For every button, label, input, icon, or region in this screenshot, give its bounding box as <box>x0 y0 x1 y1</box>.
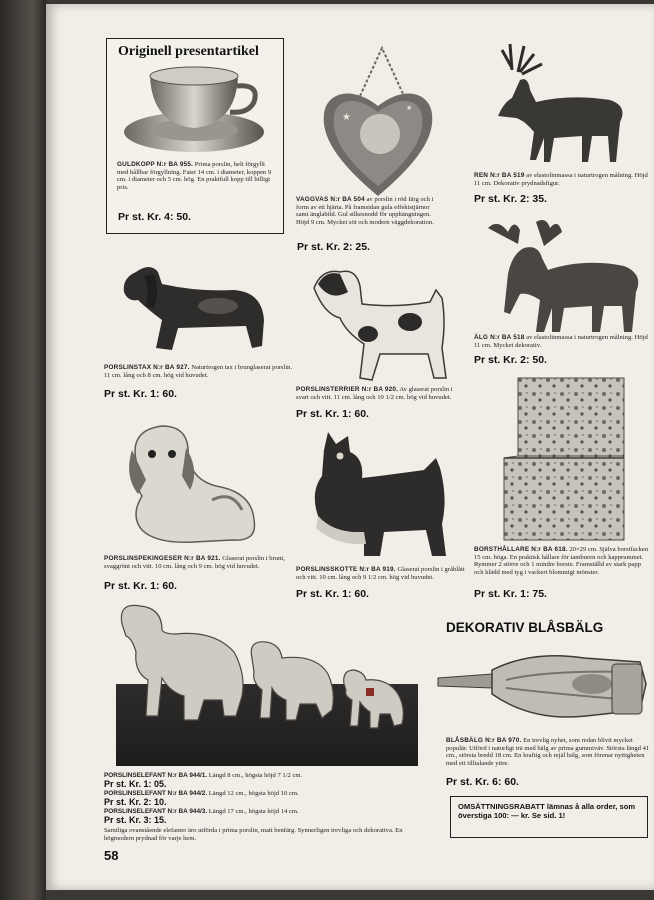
skotte-desc-text: Glaserat porslin i gråblått och vitt. 10 cm. lång och 9 1/2 cm. hög vid huvudet. <box>296 566 465 581</box>
elefant-3-price: Pr st. Kr. 3: 15. <box>104 815 167 825</box>
pekingese-image <box>124 420 264 546</box>
elefant-3-desc: Längd 17 cm., högsta höjd 14 cm. <box>208 808 299 815</box>
ren-price: Pr st. Kr. 2: 35. <box>474 193 547 205</box>
alg-price: Pr st. Kr. 2: 50. <box>474 354 547 366</box>
ren-desc-text: av elastolinmassa i naturtrogen målning. Höjd 11 cm. Dekorativ prydnadsfigur. <box>474 172 648 187</box>
blasbalg-desc-text: En trevlig nyhet, som redan blivit mycket populär. Utförd i naturligt trä med bälg av prima gummiväv. Största längd 41 cm., största bredd 18 cm. En kraftig och rejäl bälg, som förenar nyttigheten med ett tilltalande yttre. <box>446 737 650 767</box>
terrier-description <box>296 386 466 401</box>
pekingese-price: Pr st. Kr. 1: 60. <box>104 580 177 592</box>
reindeer-image <box>490 40 630 168</box>
elefant-1-code: PORSLINSELEFANT N:r BA 944/1. <box>104 772 208 779</box>
elefant-3-code: PORSLINSELEFANT N:r BA 944/3. <box>104 808 208 815</box>
blasbalg-price: Pr st. Kr. 6: 60. <box>446 776 519 788</box>
rabatt-text: OMSÄTTNINGSRABATT lämnas å alla order, som överstiga 100: — kr. Se sid. 1! <box>458 802 636 821</box>
pekingese-code: PORSLINSPEKINGESER N:r BA 921. <box>104 555 221 562</box>
alg-description <box>474 334 652 349</box>
pekingese-desc-text: Glaserat porslin i brunt, svaggrönt och vitt. 10 cm. lång och 9 cm. hög vid huvudet. <box>104 555 285 570</box>
borst-price: Pr st. Kr. 1: 75. <box>474 588 547 600</box>
ren-description <box>474 172 652 187</box>
skotte-code: PORSLINSSKOTTE N:r BA 919. <box>296 566 396 573</box>
bellows-image <box>436 644 650 728</box>
elefant-1-price: Pr st. Kr. 1: 05. <box>104 779 167 789</box>
borst-code: BORSTHÅLLARE N:r BA 618. <box>474 546 568 553</box>
featured-code: GULDKOPP N:r BA 955. <box>117 161 194 168</box>
elefant-2-code: PORSLINSELEFANT N:r BA 944/2. <box>104 790 208 797</box>
terrier-code: PORSLINSTERRIER N:r BA 920. <box>296 386 399 393</box>
book-spine <box>0 0 46 900</box>
brush-holder-image <box>502 376 626 542</box>
elefant-2-price: Pr st. Kr. 2: 10. <box>104 797 167 807</box>
featured-heading: Originell presentartikel <box>118 44 259 59</box>
alg-desc-text: av elastolinmassa i naturtrogen målning. Höjd 11 cm. Mycket dekorativ. <box>474 334 648 349</box>
blasbalg-heading: DEKORATIV BLÅSBÄLG <box>446 620 604 635</box>
borst-desc-text: 20×29 cm. Själva borstfacken 15 cm. höga. En praktisk hållare för tamburen och kapprummet. Rymmer 2 större och 1 mindre borste. Framställd av stark papp och klädd med tyg i vackert blommigt mönster. <box>474 546 649 576</box>
tax-price: Pr st. Kr. 1: 60. <box>104 388 177 400</box>
elefanter-footer: Samtliga ovanstående elefanter äro utförda i prima porslin, matt benfärg. Synnerligen trevliga och dekorativa. En högmodern prydnad för varje hem. <box>104 827 403 842</box>
blasbalg-code: BLÅSBÄLG N:r BA 970. <box>446 737 522 744</box>
pekingese-description <box>104 555 300 570</box>
svg-text:★: ★ <box>406 104 413 112</box>
featured-description <box>117 161 275 191</box>
tax-description <box>104 364 300 379</box>
gold-cup-image <box>120 62 268 158</box>
elefant-2-desc: Längd 12 cm., högsta höjd 10 cm. <box>208 790 299 797</box>
heart-vase-image <box>320 44 436 198</box>
blasbalg-description <box>446 737 652 767</box>
terrier-price: Pr st. Kr. 1: 60. <box>296 408 369 420</box>
featured-desc-text: Prima porslin, helt förgyllt med hållbar förgyllning. Fatet 14 cm. i diameter, koppen 9 cm. i diameter och 5 cm. hög. En praktfull kopp till billigt pris. <box>117 161 272 191</box>
moose-image <box>484 214 646 336</box>
vaggvas-description <box>296 196 440 226</box>
ren-code: REN N:r BA 519 <box>474 172 525 179</box>
svg-text:★: ★ <box>342 112 351 123</box>
vaggvas-price: Pr st. Kr. 2: 25. <box>297 241 370 253</box>
vaggvas-code: VAGGVAS N:r BA 504 <box>296 196 365 203</box>
featured-price: Pr st. Kr. 4: 50. <box>118 211 191 223</box>
skotte-description <box>296 566 466 581</box>
dachshund-image <box>118 250 270 356</box>
borst-description <box>474 546 652 576</box>
elephants-image <box>116 600 418 730</box>
skotte-price: Pr st. Kr. 1: 60. <box>296 588 369 600</box>
vaggvas-desc-text: av porslin i röd färg och i form av ett hjärta. På framsidan gula effektstjärnor samt änglabild. Gul silkesnodd för upphängningen. Höjd 9 cm. Mycket söt och modern väggdekoration. <box>296 196 434 226</box>
page-number: 58 <box>104 848 119 863</box>
tax-desc-text: Naturtrogen tax i brunglaserat porslin. 11 cm. lång och 8 cm. hög vid huvudet. <box>104 364 293 379</box>
alg-code: ÄLG N:r BA 518 <box>474 334 525 341</box>
terrier-image <box>306 262 454 384</box>
terrier-desc-text: Av glaserat porslin i svart och vitt. 11 cm. lång och 10 1/2 cm. hög vid huvudet. <box>296 386 453 401</box>
tax-code: PORSLINSTAX N:r BA 927. <box>104 364 190 371</box>
elefant-1-desc: Längd 8 cm., högsta höjd 7 1/2 cm. <box>208 772 303 779</box>
scottie-image <box>310 428 450 560</box>
